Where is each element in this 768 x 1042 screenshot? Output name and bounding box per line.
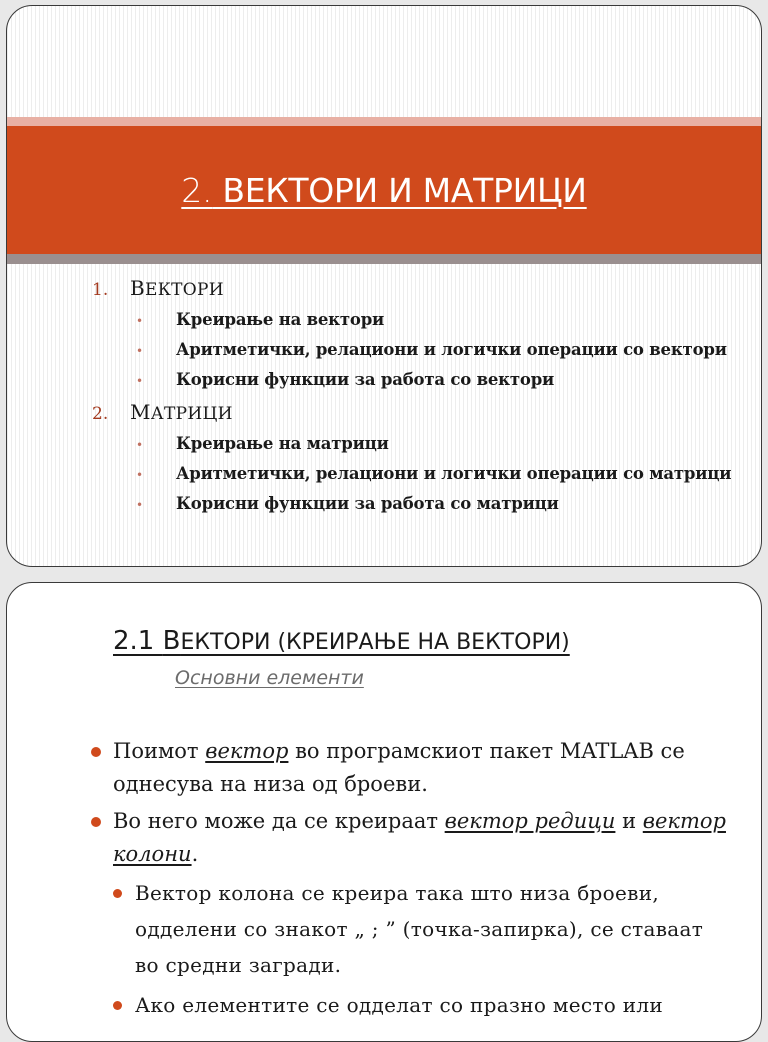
bullet-icon: • bbox=[136, 468, 144, 482]
outline-subitem: • Аритметички, релациони и логички операции со матрици bbox=[136, 464, 732, 483]
slide-1 bbox=[6, 5, 762, 567]
outline-item-vectors: 1. ВЕКТОРИ bbox=[92, 276, 224, 300]
outline-subitem: • Креирање на матрици bbox=[136, 434, 389, 453]
outline-item-matrices: 2. МАТРИЦИ bbox=[92, 400, 233, 424]
bullet-icon: • bbox=[136, 374, 144, 388]
title-band bbox=[7, 126, 761, 254]
bullet-icon: • bbox=[136, 344, 144, 358]
slide-1-title: 2. ВЕКТОРИ И МАТРИЦИ bbox=[181, 170, 587, 210]
outline-list bbox=[92, 276, 751, 524]
sub-bullet-item: Ако елементите се одделат со празно место или bbox=[113, 987, 731, 1023]
outline-subitem: • Креирање на вектори bbox=[136, 310, 385, 329]
slide-2 bbox=[6, 582, 762, 1042]
bullet-icon: • bbox=[136, 314, 144, 328]
bullet-list bbox=[91, 735, 731, 1027]
sub-bullet-item: Вектор колона се креира така што низа броеви, одделени со знакот „ ; ” (точка-запирка), се ставаат во средни загради. bbox=[113, 875, 731, 983]
slide-2-title: 2.1 ВЕКТОРИ (КРЕИРАЊЕ НА ВЕКТОРИ) bbox=[113, 626, 570, 656]
bullet-icon: • bbox=[136, 498, 144, 512]
bullet-item: Во него може да се креираат вектор редици и вектор колони. bbox=[91, 805, 731, 871]
title-band-top-stripe bbox=[7, 117, 761, 126]
outline-subitem: • Корисни функции за работа со вектори bbox=[136, 370, 555, 389]
bullet-icon: • bbox=[136, 438, 144, 452]
outline-subitem: • Корисни функции за работа со матрици bbox=[136, 494, 559, 513]
bullet-item: Поимот вектор во програмскиот пакет MATLAB се однесува на низа од броеви. bbox=[91, 735, 731, 801]
title-band-bottom-stripe bbox=[7, 254, 761, 264]
slide-2-subtitle: Основни елементи bbox=[175, 667, 364, 689]
outline-subitem: • Аритметички, релациони и логички операции со вектори bbox=[136, 340, 727, 359]
